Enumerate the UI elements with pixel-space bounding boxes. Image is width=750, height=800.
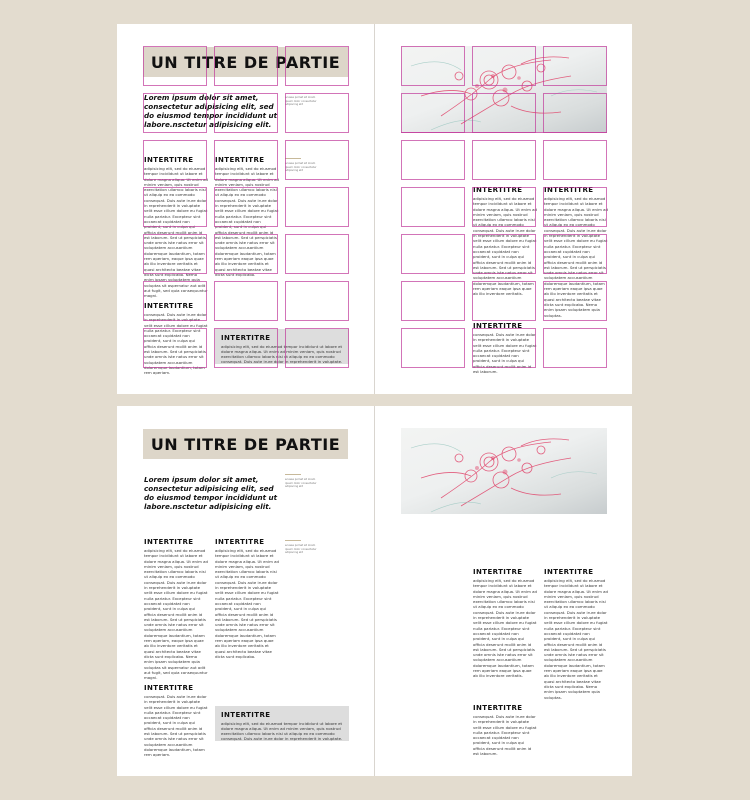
right-column-2-text: adipisicing elit, sed do eiusmod tempor incididunt ut labore et dolore magna aliqua. Ut enim ad minim veniam, quis nostrud exercitation ullamco laboris nisi ut aliquip ex ea commodo consequat. Duis aute irure dolor in reprehenderit in voluptate velit esse cillum dolore eu fugiat nulla pariatur. Excepteur sint occaecat cupidatat non proident, sunt in culpa qui officia deserunt mollit anim id est laborum. Sed ut perspiciatis unde omnis iste natus error sit voluptatem accusantium doloremque laudantium, totam rem aperiam eaque ipsa quae ab illo inventore veritatis et quasi architecto beatae vitae dicta sunt explicabo. Nemo enim ipsam voluptatem quia voluptas.	[544, 578, 608, 700]
right-intertitre: INTERTITRE	[473, 186, 523, 194]
side-rule	[285, 474, 301, 475]
title-banner	[143, 429, 348, 459]
right-page	[375, 24, 632, 394]
left-page	[117, 406, 374, 776]
highlight-box	[215, 706, 349, 741]
illustration-image	[401, 46, 607, 132]
column-1-text: adipisicing elit, sed do eiusmod tempor incididunt ut labore et dolore magna aliqua. Ut enim ad minim veniam, quis nostrud exercitation ullamco laboris nisi ut aliquip ex ea commodo consequat. Duis aute irure dolor in reprehenderit in voluptate velit esse cillum dolore eu fugiat nulla pariatur. Excepteur sint occaecat cupidatat non proident, sunt in culpa qui officia deserunt mollit anim id est laborum. Sed ut perspiciatis unde omnis iste natus error sit voluptatem accusantium doloremque laudantium, totam rem aperiam, eaque ipsa quae ab illo inventore veritatis et quasi architecto beatae vitae dicta sunt explicabo. Nemo enim ipsam voluptatem quia voluptas sit aspernatur aut odit aut fugit, sed quia consequuntur magni.	[144, 166, 208, 299]
intertitre-heading-3: INTERTITRE	[215, 156, 265, 164]
spread-final	[117, 406, 632, 776]
side-rule	[285, 158, 301, 159]
floral-illustration-icon	[401, 46, 607, 132]
side-note: ecusse pomat sit lorem ipsum dolor consectetur adipiscing elit	[285, 478, 317, 488]
column-2-text: adipisicing elit, sed do eiusmod tempor incididunt ut labore et dolore magna aliqua. Ut enim ad minim veniam, quis nostrud exercitation ullamco laboris nisi ut aliquip ex ea commodo consequat. Duis aute irure dolor in reprehenderit in voluptate velit esse cillum dolore eu fugiat nulla pariatur. Excepteur sint occaecat cupidatat non proident, sunt in culpa qui officia deserunt mollit anim id est laborum. Sed ut perspiciatis unde omnis iste natus error sit voluptatem accusantium doloremque laudantium, totam rem aperiam eaque ipsa quae ab illo inventore veritatis et quasi architecto beatae vitae dicta sunt explicabo.	[215, 548, 279, 659]
right-column-1-text-b: consequat. Duis aute irure dolor in reprehenderit in voluptate velit esse cillum dolore eu fugiat nulla pariatur. Excepteur sint occaecat cupidatat non proident, sunt in culpa qui officia deserunt mollit anim id est laborum.	[473, 714, 537, 757]
box-body: adipisicing elit, sed do eiusmod tempor incididunt ut labore et dolore magna aliqua. Ut enim ad minim veniam, quis nostrud exercitation ullamco laboris nisi ut aliquip ex ea commodo consequat. Duis aute irure dolor in reprehenderit in voluptate.	[221, 721, 343, 741]
right-column-2-text: adipisicing elit, sed do eiusmod tempor incididunt ut labore et dolore magna aliqua. Ut enim ad minim veniam, quis nostrud exercitation ullamco laboris nisi ut aliquip ex ea commodo consequat. Duis aute irure dolor in reprehenderit in voluptate velit esse cillum dolore eu fugiat nulla pariatur. Excepteur sint occaecat cupidatat non proident, sunt in culpa qui officia deserunt mollit anim id est laborum. Sed ut perspiciatis unde omnis iste natus error sit voluptatem accusantium doloremque laudantium, totam rem aperiam eaque ipsa quae ab illo inventore veritatis et quasi architecto beatae vitae dicta sunt explicabo. Nemo enim ipsam voluptatem quia voluptas.	[544, 196, 608, 318]
box-heading: INTERTITRE	[221, 334, 271, 342]
box-heading: INTERTITRE	[221, 711, 271, 719]
right-page	[375, 406, 632, 776]
intertitre-heading-3: INTERTITRE	[215, 538, 265, 546]
right-column-1-text: adipisicing elit, sed do eiusmod tempor incididunt ut labore et dolore magna aliqua. Ut enim ad minim veniam, quis nostrud exercitation ullamco laboris nisi ut aliquip ex ea commodo consequat. Duis aute irure dolor in reprehenderit in voluptate velit esse cillum dolore eu fugiat nulla pariatur. Excepteur sint occaecat cupidatat non proident, sunt in culpa qui officia deserunt mollit anim id est laborum. Sed ut perspiciatis unde omnis iste natus error sit voluptatem accusantium doloremque laudantium, totam rem aperiam eaque ipsa quae ab illo inventore veritatis.	[473, 578, 537, 679]
intertitre-heading: INTERTITRE	[144, 538, 194, 546]
right-column-1-text-b: consequat. Duis aute irure dolor in reprehenderit in voluptate velit esse cillum dolore eu fugiat nulla pariatur. Excepteur sint occaecat cupidatat non proident, sunt in culpa qui officia deserunt mollit anim id est laborum.	[473, 332, 537, 375]
intertitre-heading-2: INTERTITRE	[144, 684, 194, 692]
column-1-text-b: consequat. Duis aute irure dolor in reprehenderit in voluptate velit esse cillum dolore eu fugiat nulla pariatur. Excepteur sint occaecat cupidatat non proident, sunt in culpa qui officia deserunt mollit anim id est laborum. Sed ut perspiciatis unde omnis iste natus error sit voluptatem accusantium doloremque laudantium, totam rem aperiam.	[144, 694, 208, 758]
right-intertitre-2: INTERTITRE	[473, 322, 523, 330]
column-2-text: adipisicing elit, sed do eiusmod tempor incididunt ut labore et dolore magna aliqua. Ut enim ad minim veniam, quis nostrud exercitation ullamco laboris nisi ut aliquip ex ea commodo consequat. Duis aute irure dolor in reprehenderit in voluptate velit esse cillum dolore eu fugiat nulla pariatur. Excepteur sint occaecat cupidatat non proident, sunt in culpa qui officia deserunt mollit anim id est laborum. Sed ut perspiciatis unde omnis iste natus error sit voluptatem accusantium doloremque laudantium, totam rem aperiam eaque ipsa quae ab illo inventore veritatis et quasi architecto beatae vitae dicta sunt explicabo.	[215, 166, 279, 277]
left-page	[117, 24, 374, 394]
column-1-text: adipisicing elit, sed do eiusmod tempor incididunt ut labore et dolore magna aliqua. Ut enim ad minim veniam, quis nostrud exercitation ullamco laboris nisi ut aliquip ex ea commodo consequat. Duis aute irure dolor in reprehenderit in voluptate velit esse cillum dolore eu fugiat nulla pariatur. Excepteur sint occaecat cupidatat non proident, sunt in culpa qui officia deserunt mollit anim id est laborum. Sed ut perspiciatis unde omnis iste natus error sit voluptatem accusantium doloremque laudantium, totam rem aperiam, eaque ipsa quae ab illo inventore veritatis et quasi architecto beatae vitae dicta sunt explicabo. Nemo enim ipsam voluptatem quia voluptas sit aspernatur aut odit aut fugit, sed quia consequuntur magni.	[144, 548, 208, 681]
box-body: adipisicing elit, sed do eiusmod tempor incididunt ut labore et dolore magna aliqua. Ut enim ad minim veniam, quis nostrud exercitation ullamco laboris nisi ut aliquip ex ea commodo consequat. Duis aute irure dolor in reprehenderit in voluptate.	[221, 344, 343, 364]
lead-paragraph: Lorem ipsum dolor sit amet, consectetur adipisicing elit, sed do eiusmod tempor incididunt ut labore.nsctetur adipisicing elit.	[144, 475, 278, 511]
side-rule-2	[285, 540, 301, 541]
highlight-box	[215, 329, 349, 364]
side-note-2: ecusse pomat sit lorem ipsum dolor consectetur adipiscing elit	[285, 544, 317, 554]
title-banner	[143, 47, 348, 77]
right-intertitre-3: INTERTITRE	[544, 186, 594, 194]
right-intertitre: INTERTITRE	[473, 568, 523, 576]
side-note: ecusse pomat sit lorem ipsum dolor consectetur adipiscing elit	[285, 96, 317, 106]
spread-with-grid	[117, 24, 632, 394]
intertitre-heading: INTERTITRE	[144, 156, 194, 164]
right-intertitre-3: INTERTITRE	[544, 568, 594, 576]
floral-illustration-icon	[401, 428, 607, 514]
page-title: UN TITRE DE PARTIE	[150, 434, 341, 454]
page-title: UN TITRE DE PARTIE	[150, 52, 341, 72]
side-note-2: ecusse pomat sit lorem ipsum dolor consectetur adipiscing elit	[285, 162, 317, 172]
illustration-image	[401, 428, 607, 514]
intertitre-heading-2: INTERTITRE	[144, 302, 194, 310]
right-column-1-text: adipisicing elit, sed do eiusmod tempor incididunt ut labore et dolore magna aliqua. Ut enim ad minim veniam, quis nostrud exercitation ullamco laboris nisi ut aliquip ex ea commodo consequat. Duis aute irure dolor in reprehenderit in voluptate velit esse cillum dolore eu fugiat nulla pariatur. Excepteur sint occaecat cupidatat non proident, sunt in culpa qui officia deserunt mollit anim id est laborum. Sed ut perspiciatis unde omnis iste natus error sit voluptatem accusantium doloremque laudantium, totam rem aperiam eaque ipsa quae ab illo inventore veritatis.	[473, 196, 537, 297]
right-intertitre-2: INTERTITRE	[473, 704, 523, 712]
column-1-text-b: consequat. Duis aute irure dolor in reprehenderit in voluptate velit esse cillum dolore eu fugiat nulla pariatur. Excepteur sint occaecat cupidatat non proident, sunt in culpa qui officia deserunt mollit anim id est laborum. Sed ut perspiciatis unde omnis iste natus error sit voluptatem accusantium doloremque laudantium, totam rem aperiam.	[144, 312, 208, 376]
lead-paragraph: Lorem ipsum dolor sit amet, consectetur adipisicing elit, sed do eiusmod tempor incididunt ut labore.nsctetur adipisicing elit.	[144, 93, 278, 129]
